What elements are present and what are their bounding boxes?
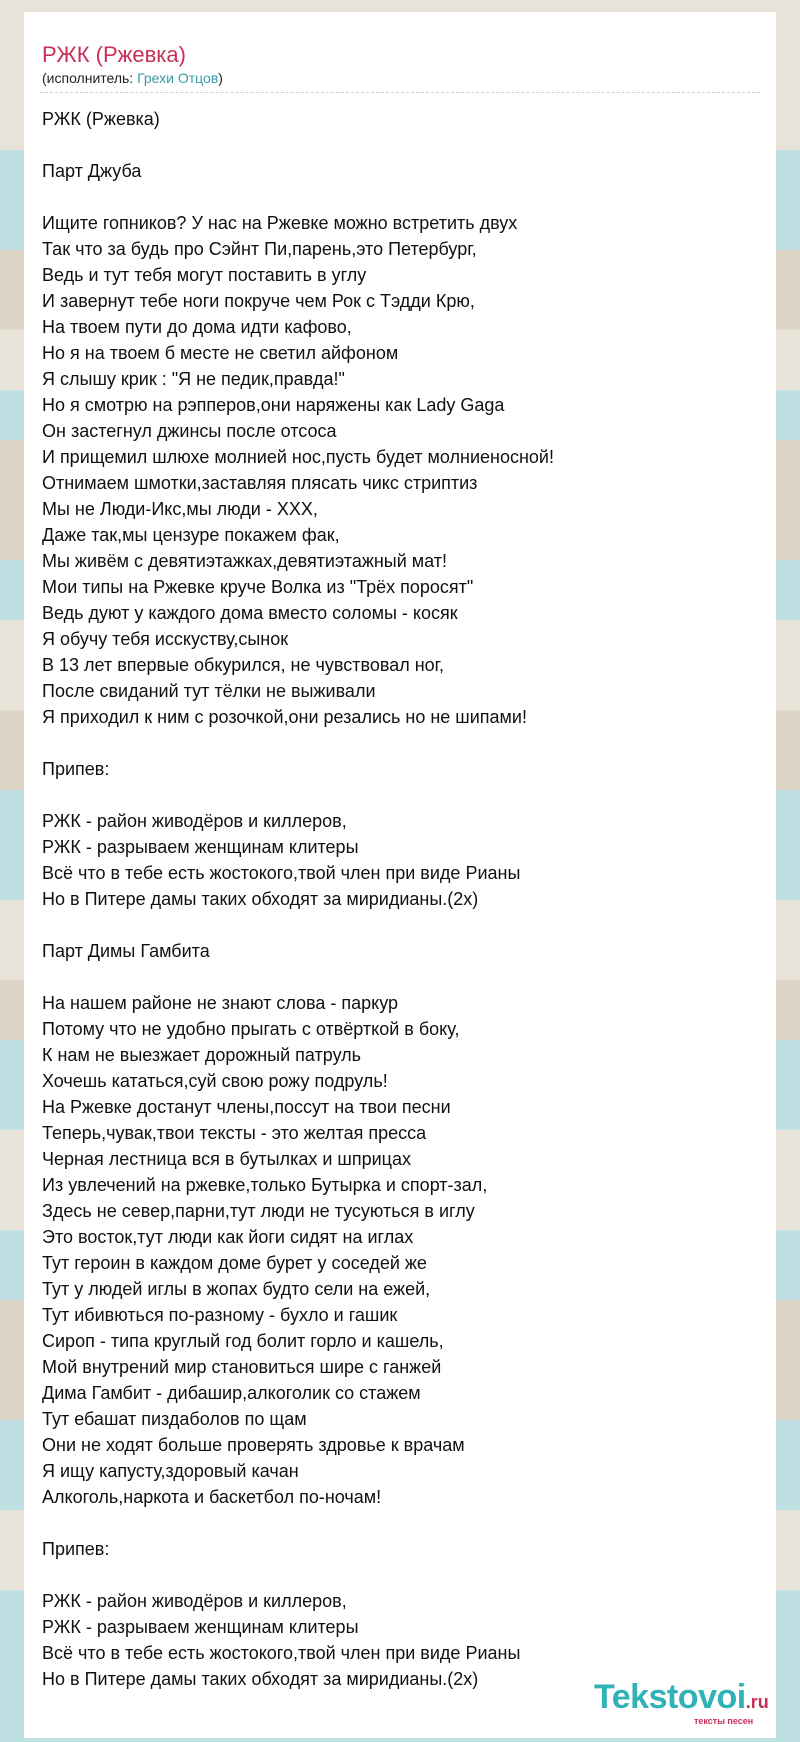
lyrics-line: На Ржевке достанут члены,поссут на твои песни [42,1097,451,1117]
lyrics-line: Это восток,тут люди как йоги сидят на иглах [42,1227,414,1247]
lyrics-line: После свиданий тут тёлки не выживали [42,681,376,701]
lyrics-line: Но в Питере дамы таких обходят за миридианы.(2х) [42,889,479,909]
site-logo[interactable] [594,1678,769,1726]
lyrics-line: РЖК (Ржевка) [42,109,160,129]
lyrics-line: Парт Димы Гамбита [42,941,210,961]
lyrics-line: Припев: [42,1539,110,1559]
song-header [42,42,223,86]
lyrics-line: Он застегнул джинсы после отсоса [42,421,337,441]
lyrics-line: Сироп - типа круглый год болит горло и кашель, [42,1331,444,1351]
lyrics-line: РЖК - район живодёров и киллеров, [42,1591,347,1611]
lyrics-blank-line [42,730,762,756]
lyrics-line: Всё что в тебе есть жостокого,твой член при виде Рианы [42,863,521,883]
lyrics-line: На твоем пути до дома идти кафово, [42,317,352,337]
lyrics-line: Тут у людей иглы в жопах будто сели на ежей, [42,1279,431,1299]
lyrics-line: К нам не выезжает дорожный патруль [42,1045,362,1065]
lyrics-line: Я ищу капусту,здоровый качан [42,1461,299,1481]
lyrics-line: Ведь дуют у каждого дома вместо соломы - косяк [42,603,458,623]
lyrics-line: Хочешь кататься,суй свою рожу подруль! [42,1071,388,1091]
performer-prefix: (исполнитель: [42,70,138,86]
lyrics-line: В 13 лет впервые обкурился, не чувствовал ног, [42,655,445,675]
logo-tagline: тексты песен [694,1716,754,1726]
lyrics-line: Тут ибивються по-разному - бухло и гашик [42,1305,398,1325]
lyrics-line: Тут героин в каждом доме бурет у соседей же [42,1253,427,1273]
lyrics-line: Здесь не север,парни,тут люди не тусуються в иглу [42,1201,475,1221]
lyrics-line: Я слышу крик : "Я не педик,правда!" [42,369,345,389]
lyrics-line: Ищите гопников? У нас на Ржевке можно встретить двух [42,213,518,233]
lyrics-line: Дима Гамбит - дибашир,алкоголик со стажем [42,1383,421,1403]
lyrics-line: Припев: [42,759,110,779]
lyrics-text [42,106,762,1692]
lyrics-line: Я приходил к ним с розочкой,они резались но не шипами! [42,707,527,727]
song-title: РЖК (Ржевка) [42,42,186,67]
lyrics-line: Даже так,мы цензуре покажем фак, [42,525,340,545]
lyrics-line: Но я смотрю на рэпперов,они наряжены как Lady Gaga [42,395,505,415]
logo-tld: .ru [745,1692,769,1712]
lyrics-line: РЖК - разрываем женщинам клитеры [42,1617,359,1637]
lyrics-line: Но в Питере дамы таких обходят за миридианы.(2х) [42,1669,479,1689]
lyrics-line: На нашем районе не знают слова - паркур [42,993,399,1013]
lyrics-line: Отнимаем шмотки,заставляя плясать чикс стриптиз [42,473,478,493]
lyrics-line: Я обучу тебя исскуству,сынок [42,629,289,649]
lyrics-blank-line [42,1562,762,1588]
lyrics-line: Всё что в тебе есть жостокого,твой член при виде Рианы [42,1643,521,1663]
lyrics-line: Теперь,чувак,твои тексты - это желтая пресса [42,1123,427,1143]
lyrics-line: Но я на твоем б месте не светил айфоном [42,343,399,363]
lyrics-blank-line [42,782,762,808]
lyrics-line: Тут ебашат пиздаболов по щам [42,1409,307,1429]
lyrics-line: Из увлечений на ржевке,только Бутырка и спорт-зал, [42,1175,488,1195]
lyrics-line: Мой внутрений мир становиться шире с ганжей [42,1357,442,1377]
lyrics-blank-line [42,1510,762,1536]
performer-line [42,70,223,86]
lyrics-blank-line [42,184,762,210]
lyrics-line: Мои типы на Ржевке круче Волка из "Трёх поросят" [42,577,474,597]
lyrics-line: РЖК - район живодёров и киллеров, [42,811,347,831]
lyrics-blank-line [42,132,762,158]
header-divider [40,92,760,93]
lyrics-line: И прищемил шлюхе молнией нос,пусть будет молниеносной! [42,447,554,467]
lyrics-line: Ведь и тут тебя могут поставить в углу [42,265,367,285]
lyrics-blank-line [42,964,762,990]
performer-suffix: ) [218,70,223,86]
lyrics-line: Потому что не удобно прыгать с отвёрткой в боку, [42,1019,460,1039]
lyrics-line: Мы не Люди-Икс,мы люди - XXX, [42,499,318,519]
lyrics-line: РЖК - разрываем женщинам клитеры [42,837,359,857]
lyrics-line: Так что за будь про Сэйнт Пи,парень,это Петербург, [42,239,477,259]
lyrics-line: Мы живём с девятиэтажках,девятиэтажный мат! [42,551,448,571]
lyrics-blank-line [42,912,762,938]
lyrics-line: Черная лестница вся в бутылках и шприцах [42,1149,411,1169]
performer-link[interactable]: Грехи Отцов [137,70,219,86]
lyrics-line: Они не ходят больше проверять здровье к врачам [42,1435,465,1455]
logo-text: Tekstovoi [594,1678,746,1716]
lyrics-line: Парт Джуба [42,161,142,181]
lyrics-card [24,12,776,1738]
lyrics-line: И завернут тебе ноги покруче чем Рок с Тэдди Крю, [42,291,475,311]
lyrics-line: Алкоголь,наркота и баскетбол по-ночам! [42,1487,382,1507]
